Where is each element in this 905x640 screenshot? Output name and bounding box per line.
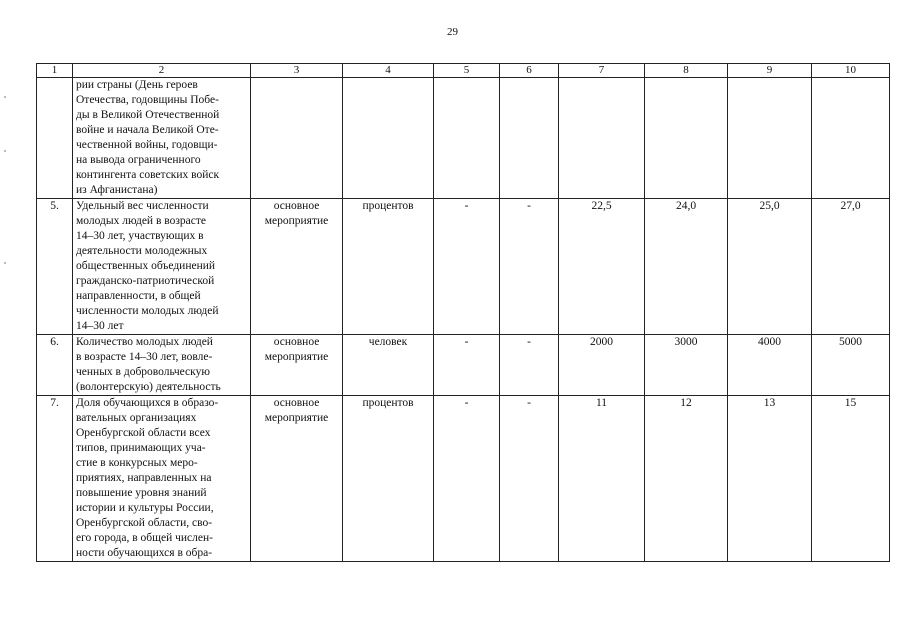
col-header-2: 2	[73, 64, 251, 78]
row-col7	[559, 78, 645, 199]
row-col9: 13	[728, 396, 812, 562]
col-header-5: 5	[434, 64, 500, 78]
row-col5: -	[434, 199, 500, 335]
col-header-3: 3	[251, 64, 343, 78]
col-header-4: 4	[343, 64, 434, 78]
col-header-7: 7	[559, 64, 645, 78]
row-description: Доля обучающихся в образо- вательных организациях Оренбургской области всех типов, принимающих уча- стие в конкурсных меро- приятиях, направленных на повышение уровня знаний истории и культуры России, Оренбургской области, сво- его города, в общей числен- ности обучающихся в обра-	[73, 396, 251, 562]
row-col10: 27,0	[812, 199, 890, 335]
row-col10: 5000	[812, 335, 890, 396]
row-unit: процентов	[343, 396, 434, 562]
row-unit: человек	[343, 335, 434, 396]
col-header-8: 8	[645, 64, 728, 78]
row-col7: 2000	[559, 335, 645, 396]
scan-mark	[4, 150, 6, 152]
row-col7: 11	[559, 396, 645, 562]
col-header-10: 10	[812, 64, 890, 78]
row-col5: -	[434, 335, 500, 396]
row-type	[251, 78, 343, 199]
scan-mark	[4, 262, 6, 264]
table-row	[37, 335, 890, 396]
table-row	[37, 199, 890, 335]
row-col6: -	[500, 335, 559, 396]
row-unit	[343, 78, 434, 199]
row-type: основное мероприятие	[251, 199, 343, 335]
row-col5	[434, 78, 500, 199]
row-col8	[645, 78, 728, 199]
col-header-6: 6	[500, 64, 559, 78]
row-col6: -	[500, 396, 559, 562]
page-number: 29	[447, 26, 458, 38]
row-description: Удельный вес численности молодых людей в возрасте 14–30 лет, участвующих в деятельности молодежных общественных объединений гражданско-патриотической направленности, в общей численности молодых людей 14–30 лет	[73, 199, 251, 335]
row-number: 7.	[37, 396, 73, 562]
row-number	[37, 78, 73, 199]
row-col9: 25,0	[728, 199, 812, 335]
row-col8: 12	[645, 396, 728, 562]
row-col9: 4000	[728, 335, 812, 396]
table-header-row	[37, 64, 890, 78]
row-col9	[728, 78, 812, 199]
row-description: рии страны (День героев Отечества, годовщины Побе- ды в Великой Отечественной войне и начала Великой Оте- чественной войны, годовщи- на вывода ограниченного контингента советских войск из Афганистана)	[73, 78, 251, 199]
scan-mark	[4, 96, 6, 98]
row-col5: -	[434, 396, 500, 562]
row-number: 5.	[37, 199, 73, 335]
row-col10: 15	[812, 396, 890, 562]
row-col10	[812, 78, 890, 199]
row-col7: 22,5	[559, 199, 645, 335]
indicators-table	[36, 63, 890, 562]
row-col6	[500, 78, 559, 199]
row-type: основное мероприятие	[251, 335, 343, 396]
col-header-1: 1	[37, 64, 73, 78]
col-header-9: 9	[728, 64, 812, 78]
row-unit: процентов	[343, 199, 434, 335]
table-row	[37, 78, 890, 199]
row-col6: -	[500, 199, 559, 335]
row-type: основное мероприятие	[251, 396, 343, 562]
row-col8: 24,0	[645, 199, 728, 335]
table-row	[37, 396, 890, 562]
row-number: 6.	[37, 335, 73, 396]
row-col8: 3000	[645, 335, 728, 396]
row-description: Количество молодых людей в возрасте 14–30 лет, вовле- ченных в добровольческую (волонтерскую) деятельность	[73, 335, 251, 396]
